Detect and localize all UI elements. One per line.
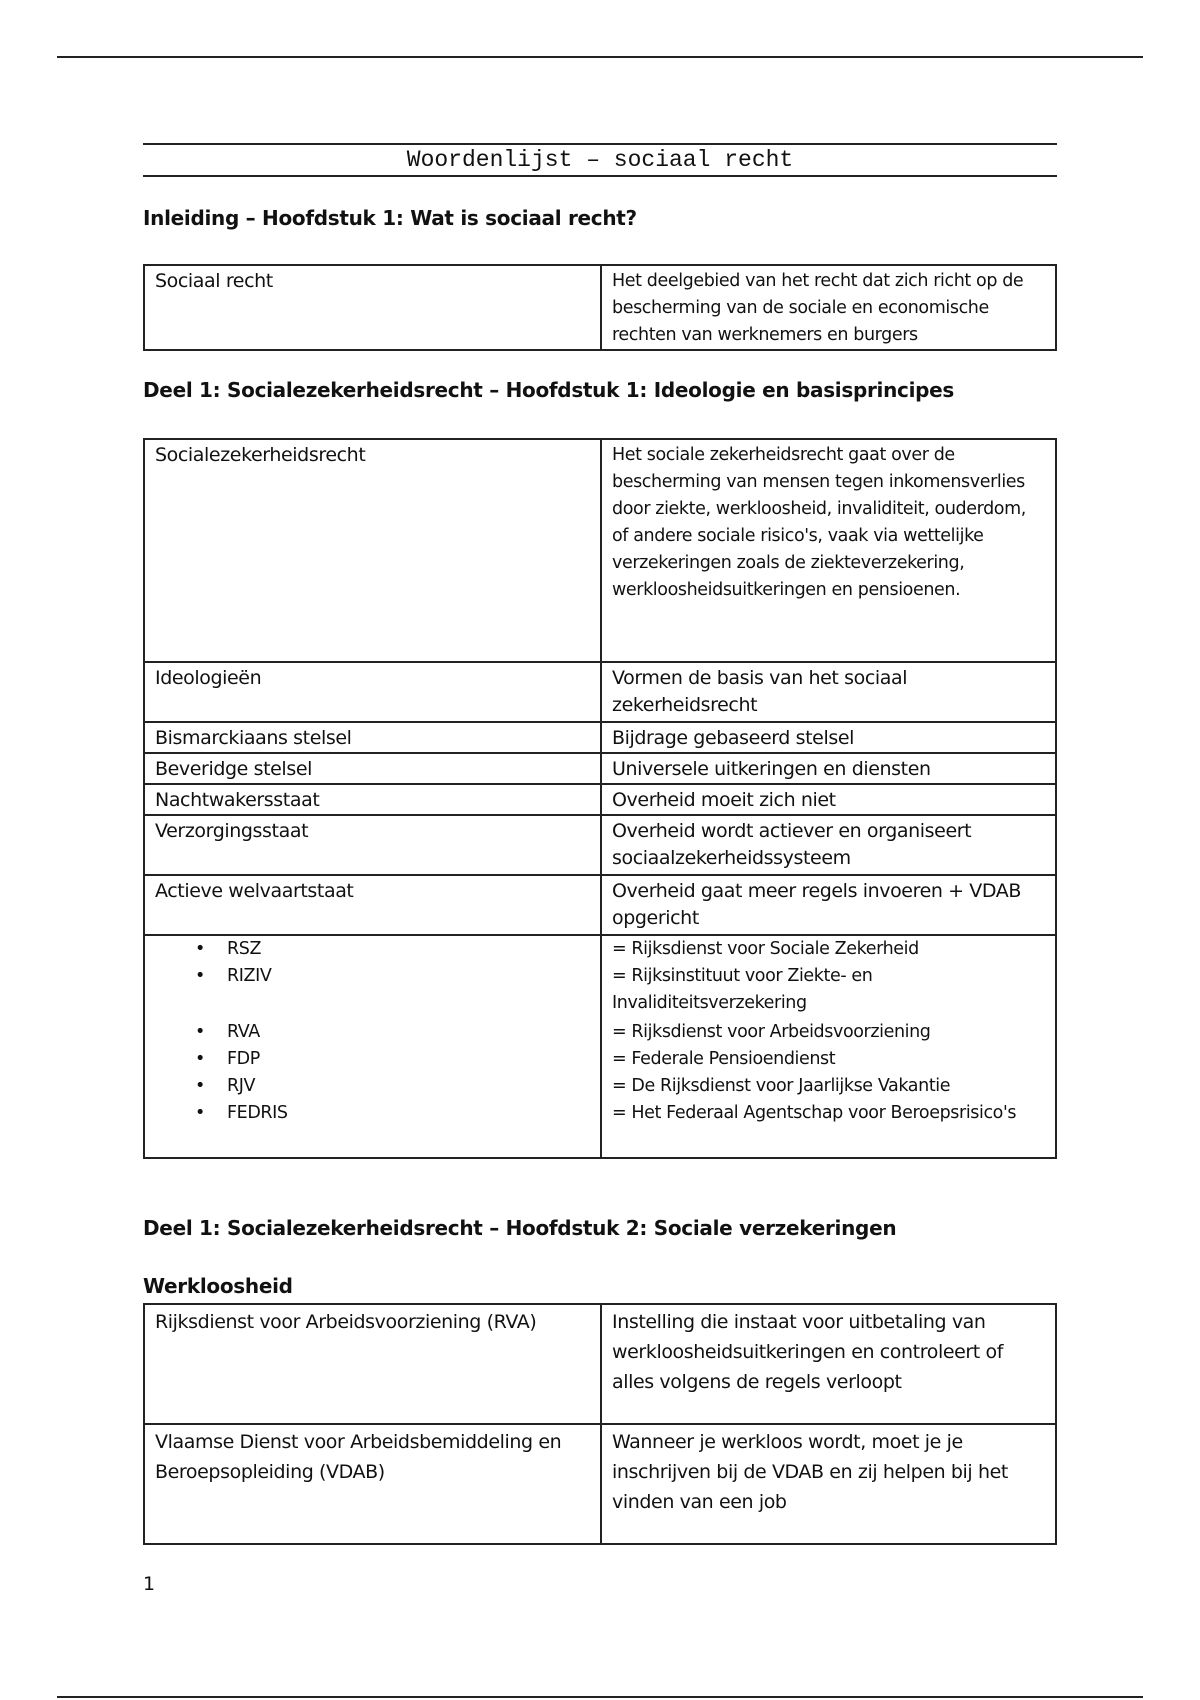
glossary-table-intro (143, 264, 1057, 351)
abbreviation-item: • RIZIV (195, 963, 590, 1019)
abbreviation-item: • RJV (195, 1073, 590, 1100)
table-row (144, 1304, 1056, 1424)
definition-cell: Instelling die instaat voor uitbetaling van werkloosheidsuitkeringen en controleert of alles volgens de regels verloopt (601, 1304, 1056, 1424)
term-cell: Ideologieën (144, 662, 601, 722)
definition-cell: Bijdrage gebaseerd stelsel (601, 722, 1056, 753)
term-cell: Sociaal recht (144, 265, 601, 350)
definition-cell: Overheid gaat meer regels invoeren + VDAB opgericht (601, 875, 1056, 935)
page-footer-rule (57, 1696, 1143, 1698)
section-heading-deel1-h2: Deel 1: Socialezekerheidsrecht – Hoofdstuk 2: Sociale verzekeringen (143, 1216, 897, 1240)
abbreviation-item: • FDP (195, 1046, 590, 1073)
page-content (143, 143, 1057, 1513)
abbreviation-meaning: = Rijksinstituut voor Ziekte- en Invaliditeitsverzekering (612, 966, 873, 1013)
abbreviation-meaning-cell (601, 935, 1056, 1158)
term-cell: Bismarckiaans stelsel (144, 722, 601, 753)
term-cell: Vlaamse Dienst voor Arbeidsbemiddeling en Beroepsopleiding (VDAB) (144, 1424, 601, 1544)
abbreviation-meaning: = Rijksdienst voor Arbeidsvoorziening (612, 1022, 931, 1042)
definition-cell: Overheid wordt actiever en organiseert sociaalzekerheidssysteem (601, 815, 1056, 875)
abbreviation-meaning: = Rijksdienst voor Sociale Zekerheid (612, 939, 919, 959)
table-row (144, 1424, 1056, 1544)
table-row (144, 722, 1056, 753)
definition-cell: Overheid moeit zich niet (601, 784, 1056, 815)
table-row (144, 815, 1056, 875)
document-title: Woordenlijst – sociaal recht (143, 143, 1057, 177)
table-row (144, 875, 1056, 935)
term-cell: Rijksdienst voor Arbeidsvoorziening (RVA) (144, 1304, 601, 1424)
term-cell: Verzorgingsstaat (144, 815, 601, 875)
abbreviation-meaning: = De Rijksdienst voor Jaarlijkse Vakantie (612, 1076, 951, 1096)
definition-cell: Wanneer je werkloos wordt, moet je je inschrijven bij de VDAB en zij helpen bij het vinden van een job (601, 1424, 1056, 1544)
table-row (144, 784, 1056, 815)
abbreviation-item: • FEDRIS (195, 1100, 590, 1127)
definition-cell: Het deelgebied van het recht dat zich richt op de bescherming van de sociale en economische rechten van werknemers en burgers (601, 265, 1056, 350)
definition-cell: Universele uitkeringen en diensten (601, 753, 1056, 784)
abbreviation-item: • RSZ (195, 936, 590, 963)
abbreviation-meaning: = Het Federaal Agentschap voor Beroepsrisico's (612, 1103, 1017, 1123)
glossary-table-werkloosheid (143, 1303, 1057, 1545)
table-row (144, 439, 1056, 662)
term-cell: Beveridge stelsel (144, 753, 601, 784)
definition-cell: Vormen de basis van het sociaal zekerheidsrecht (601, 662, 1056, 722)
page-header-rule (57, 56, 1143, 58)
table-row (144, 662, 1056, 722)
abbreviation-meaning: = Federale Pensioendienst (612, 1049, 836, 1069)
term-cell: Nachtwakersstaat (144, 784, 601, 815)
subsection-heading-werkloosheid: Werkloosheid (143, 1274, 293, 1298)
page-number: 1 (143, 1573, 156, 1595)
term-cell: Socialezekerheidsrecht (144, 439, 601, 662)
abbreviation-list-cell (144, 935, 601, 1158)
glossary-table-deel1-h1 (143, 438, 1057, 1159)
abbreviation-list (155, 936, 590, 1127)
definition-cell: Het sociale zekerheidsrecht gaat over de bescherming van mensen tegen inkomensverlies door ziekte, werkloosheid, invaliditeit, ouderdom, of andere sociale risico's, vaak via wettelijke verzekeringen zoals de ziekteverzekering, werkloosheidsuitkeringen en pensioenen. (601, 439, 1056, 662)
abbreviation-item: • RVA (195, 1019, 590, 1046)
table-row (144, 753, 1056, 784)
table-row-abbreviations (144, 935, 1056, 1158)
term-cell: Actieve welvaartstaat (144, 875, 601, 935)
table-row (144, 265, 1056, 350)
section-heading-deel1-h1: Deel 1: Socialezekerheidsrecht – Hoofdstuk 1: Ideologie en basisprincipes (143, 378, 955, 402)
section-heading-intro: Inleiding – Hoofdstuk 1: Wat is sociaal recht? (143, 206, 637, 230)
